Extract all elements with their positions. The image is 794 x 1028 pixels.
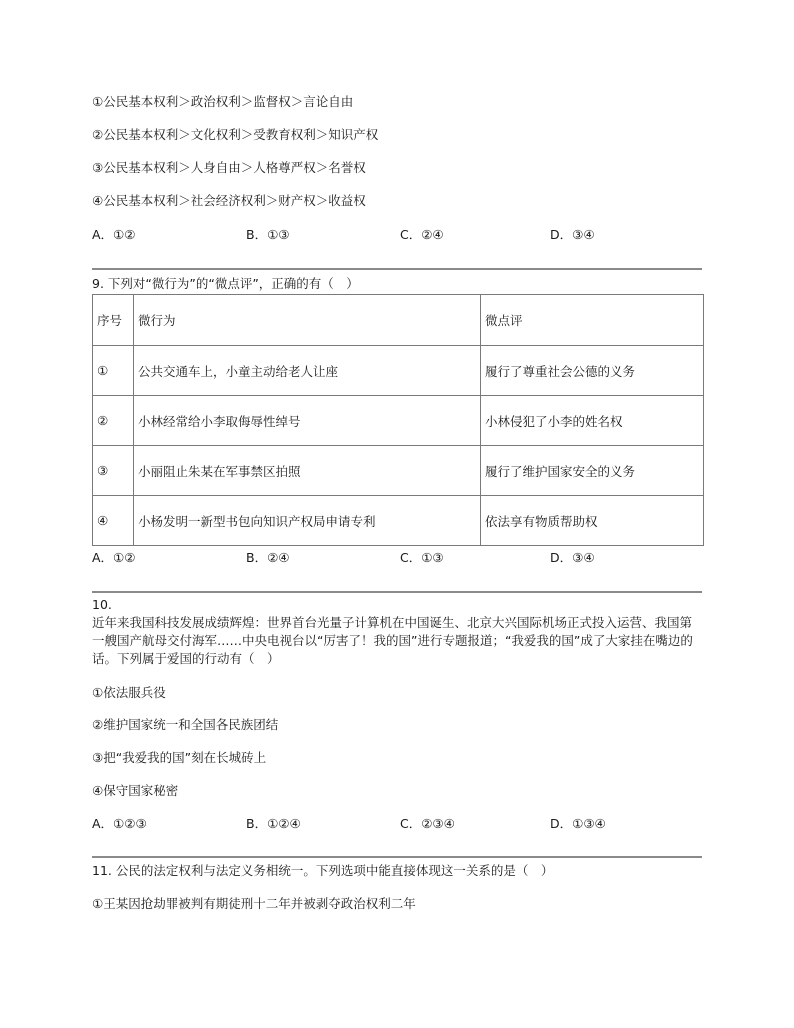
- table-cell: 小林侵犯了小李的姓名权: [481, 396, 704, 446]
- table-cell: 履行了维护国家安全的义务: [481, 446, 704, 496]
- q8-item-1: ①公民基本权利＞政治权利＞监督权＞言论自由: [92, 94, 354, 109]
- table-row: [93, 496, 704, 546]
- q8-option-d[interactable]: D．③④: [550, 227, 595, 242]
- table-header-cell: 微行为: [134, 295, 481, 346]
- q10-options: [92, 816, 702, 832]
- q10-item-4: ④保守国家秘密: [92, 783, 179, 798]
- q10-option-c[interactable]: C．②③④: [400, 816, 455, 831]
- table-cell: 小丽阻止朱某在军事禁区拍照: [134, 446, 481, 496]
- q11-stem: 11. 公民的法定权利与法定义务相统一。下列选项中能直接体现这一关系的是（ ）: [92, 863, 554, 878]
- table-cell: ①: [93, 346, 134, 396]
- table-header-row: [93, 295, 704, 346]
- table-row: [93, 446, 704, 496]
- table-cell: ②: [93, 396, 134, 446]
- q10-item-2: ②维护国家统一和全国各民族团结: [92, 717, 279, 732]
- table-header-cell: 序号: [93, 295, 134, 346]
- q8-item-4: ④公民基本权利＞社会经济权利＞财产权＞收益权: [92, 193, 366, 208]
- q10-item-1: ①依法服兵役: [92, 685, 166, 700]
- q8-option-c[interactable]: C．②④: [400, 227, 444, 242]
- table-row: [93, 346, 704, 396]
- q10-option-b[interactable]: B．①②④: [246, 816, 301, 831]
- q9-table: [92, 294, 704, 546]
- table-cell: ④: [93, 496, 134, 546]
- divider: [92, 268, 702, 270]
- q9-option-d[interactable]: D．③④: [550, 550, 595, 565]
- q10-number: 10.: [92, 597, 112, 612]
- q8-item-2: ②公民基本权利＞文化权利＞受教育权利＞知识产权: [92, 127, 379, 142]
- table-row: [93, 396, 704, 446]
- table-cell: 依法享有物质帮助权: [481, 496, 704, 546]
- divider: [92, 591, 702, 593]
- q8-option-a[interactable]: A．①②: [92, 227, 136, 242]
- q8-item-3: ③公民基本权利＞人身自由＞人格尊严权＞名誉权: [92, 160, 366, 175]
- q8-option-b[interactable]: B．①③: [246, 227, 290, 242]
- table-cell: ③: [93, 446, 134, 496]
- divider: [92, 856, 702, 858]
- table-cell: 小林经常给小李取侮辱性绰号: [134, 396, 481, 446]
- q9-options: [92, 550, 702, 566]
- table-cell: 履行了尊重社会公德的义务: [481, 346, 704, 396]
- q9-option-c[interactable]: C．①③: [400, 550, 444, 565]
- q10-stem: 近年来我国科技发展成绩辉煌：世界首台光量子计算机在中国诞生、北京大兴国际机场正式投入运营、我国第一艘国产航母交付海军……中央电视台以“厉害了！我的国”进行专题报道；“我爱我的国”成了大家挂在嘴边的话。下列属于爱国的行动有（ ）: [92, 615, 693, 666]
- table-cell: 小杨发明一新型书包向知识产权局申请专利: [134, 496, 481, 546]
- q10-option-a[interactable]: A．①②③: [92, 816, 147, 831]
- q9-option-b[interactable]: B．②④: [246, 550, 290, 565]
- table-cell: 公共交通车上，小童主动给老人让座: [134, 346, 481, 396]
- table-header-cell: 微点评: [481, 295, 704, 346]
- q9-option-a[interactable]: A．①②: [92, 550, 136, 565]
- q10-option-d[interactable]: D．①③④: [550, 816, 606, 831]
- q8-options: [92, 227, 702, 243]
- q9-stem: 9. 下列对“微行为”的“微点评”，正确的有（ ）: [92, 276, 359, 291]
- q10-item-3: ③把“我爱我的国”刻在长城砖上: [92, 750, 267, 765]
- q11-item-1: ①王某因抢劫罪被判有期徒刑十二年并被剥夺政治权利二年: [92, 896, 416, 911]
